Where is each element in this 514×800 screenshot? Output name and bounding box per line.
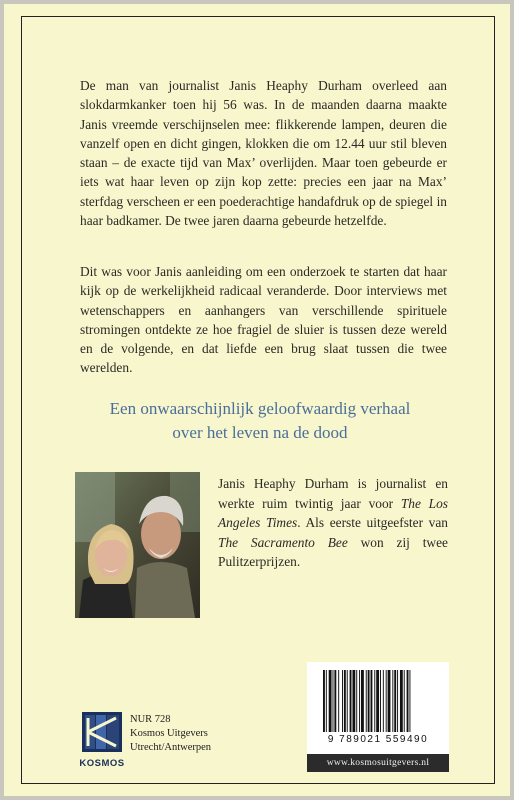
- barcode-bar: [374, 670, 375, 732]
- barcode-bar: [376, 670, 379, 732]
- author-photo: [75, 472, 200, 618]
- barcode-bar: [326, 670, 327, 732]
- publisher-logo-text: KOSMOS: [79, 758, 125, 769]
- barcode-bar: [386, 670, 387, 732]
- author-bio: [218, 474, 448, 572]
- barcode-bar: [352, 670, 355, 732]
- author-bio-end: won zij twee Pulitzerprijzen.: [218, 534, 448, 569]
- publisher-info: [130, 713, 270, 755]
- barcode-bar: [329, 670, 332, 732]
- barcode-bar: [392, 670, 393, 732]
- barcode-bar: [361, 670, 364, 732]
- barcode-bar: [366, 670, 367, 732]
- author-bio-paper-2: The Sacramento Bee: [218, 534, 348, 550]
- author-bio-paper-1: The Los Angeles Times: [218, 495, 448, 530]
- isbn-number: 9 789021 559490: [327, 734, 429, 745]
- tagline-line-1: Een onwaarschijnlijk geloofwaardig verhaal: [109, 399, 411, 418]
- barcode-bar: [359, 670, 360, 732]
- barcode-bar: [383, 670, 384, 732]
- barcode-background: [307, 662, 449, 754]
- author-bio-middle: . Als eerste uitgeefster van: [297, 515, 448, 530]
- barcode-bar: [356, 670, 357, 732]
- barcode-bar: [407, 670, 409, 732]
- tagline-line-2: over het leven na de dood: [172, 423, 348, 442]
- kosmos-logo-icon: [82, 712, 122, 752]
- publisher-location: Utrecht/Antwerpen: [130, 742, 212, 753]
- barcode-bar: [371, 670, 373, 732]
- publisher-logo: [78, 712, 126, 772]
- barcode-bar: [380, 670, 381, 732]
- barcode-bar: [397, 670, 398, 732]
- author-bio-intro: Janis Heaphy Durham is journalist en werkte ruim twintig jaar voor: [218, 476, 448, 511]
- barcode-bar: [368, 670, 370, 732]
- barcode-bar: [342, 670, 343, 732]
- blurb-paragraph-2: Dit was voor Janis aanleiding om een onderzoek te starten dat haar kijk op de werkelijkheid radicaal veranderde. Door interviews met wetenschappers en aanhangers van verschillende spirituele stromingen ontdekte ze hoe fragiel de sluier is tussen deze wereld en de volgende, en dat liefde een brug slaat tussen die twee werelden.: [80, 264, 447, 376]
- barcode-bar: [409, 670, 410, 732]
- barcode-bar: [333, 670, 334, 732]
- publisher-name: Kosmos Uitgevers: [130, 728, 208, 739]
- barcode-bar: [404, 670, 405, 732]
- barcode-bar: [394, 670, 396, 732]
- barcode-bar: [347, 670, 348, 732]
- barcode-bar: [323, 670, 325, 732]
- barcode-block: [307, 662, 449, 772]
- author-photo-illustration: [75, 472, 200, 618]
- barcode-bar: [344, 670, 346, 732]
- barcode-icon: [323, 670, 435, 732]
- barcode-bar: [338, 670, 339, 732]
- barcode-bar: [400, 670, 403, 732]
- barcode-bar: [350, 670, 352, 732]
- blurb-paragraph-1: De man van journalist Janis Heaphy Durham overleed aan slokdarmkanker toen hij 56 was. In de maanden daarna maakte Janis vreemde verschijnselen mee: flikkerende lampen, deuren die vanzelf open en dicht gingen, klokken die om 12.44 uur stil bleven staan – de exacte tijd van Max’ overlijden. Maar toen gebeurde er iets wat haar leven op zijn kop zette: precies een jaar na Max’ sterfdag verscheen er een poederachtige handafdruk op de spiegel in haar badkamer. De twee jaren daarna gebeurde hetzelfde.: [80, 78, 447, 229]
- publisher-url: www.kosmosuitgevers.nl: [307, 754, 449, 772]
- barcode-bar: [334, 670, 336, 732]
- barcode-bar: [388, 670, 391, 732]
- nur-code: NUR 728: [130, 714, 171, 725]
